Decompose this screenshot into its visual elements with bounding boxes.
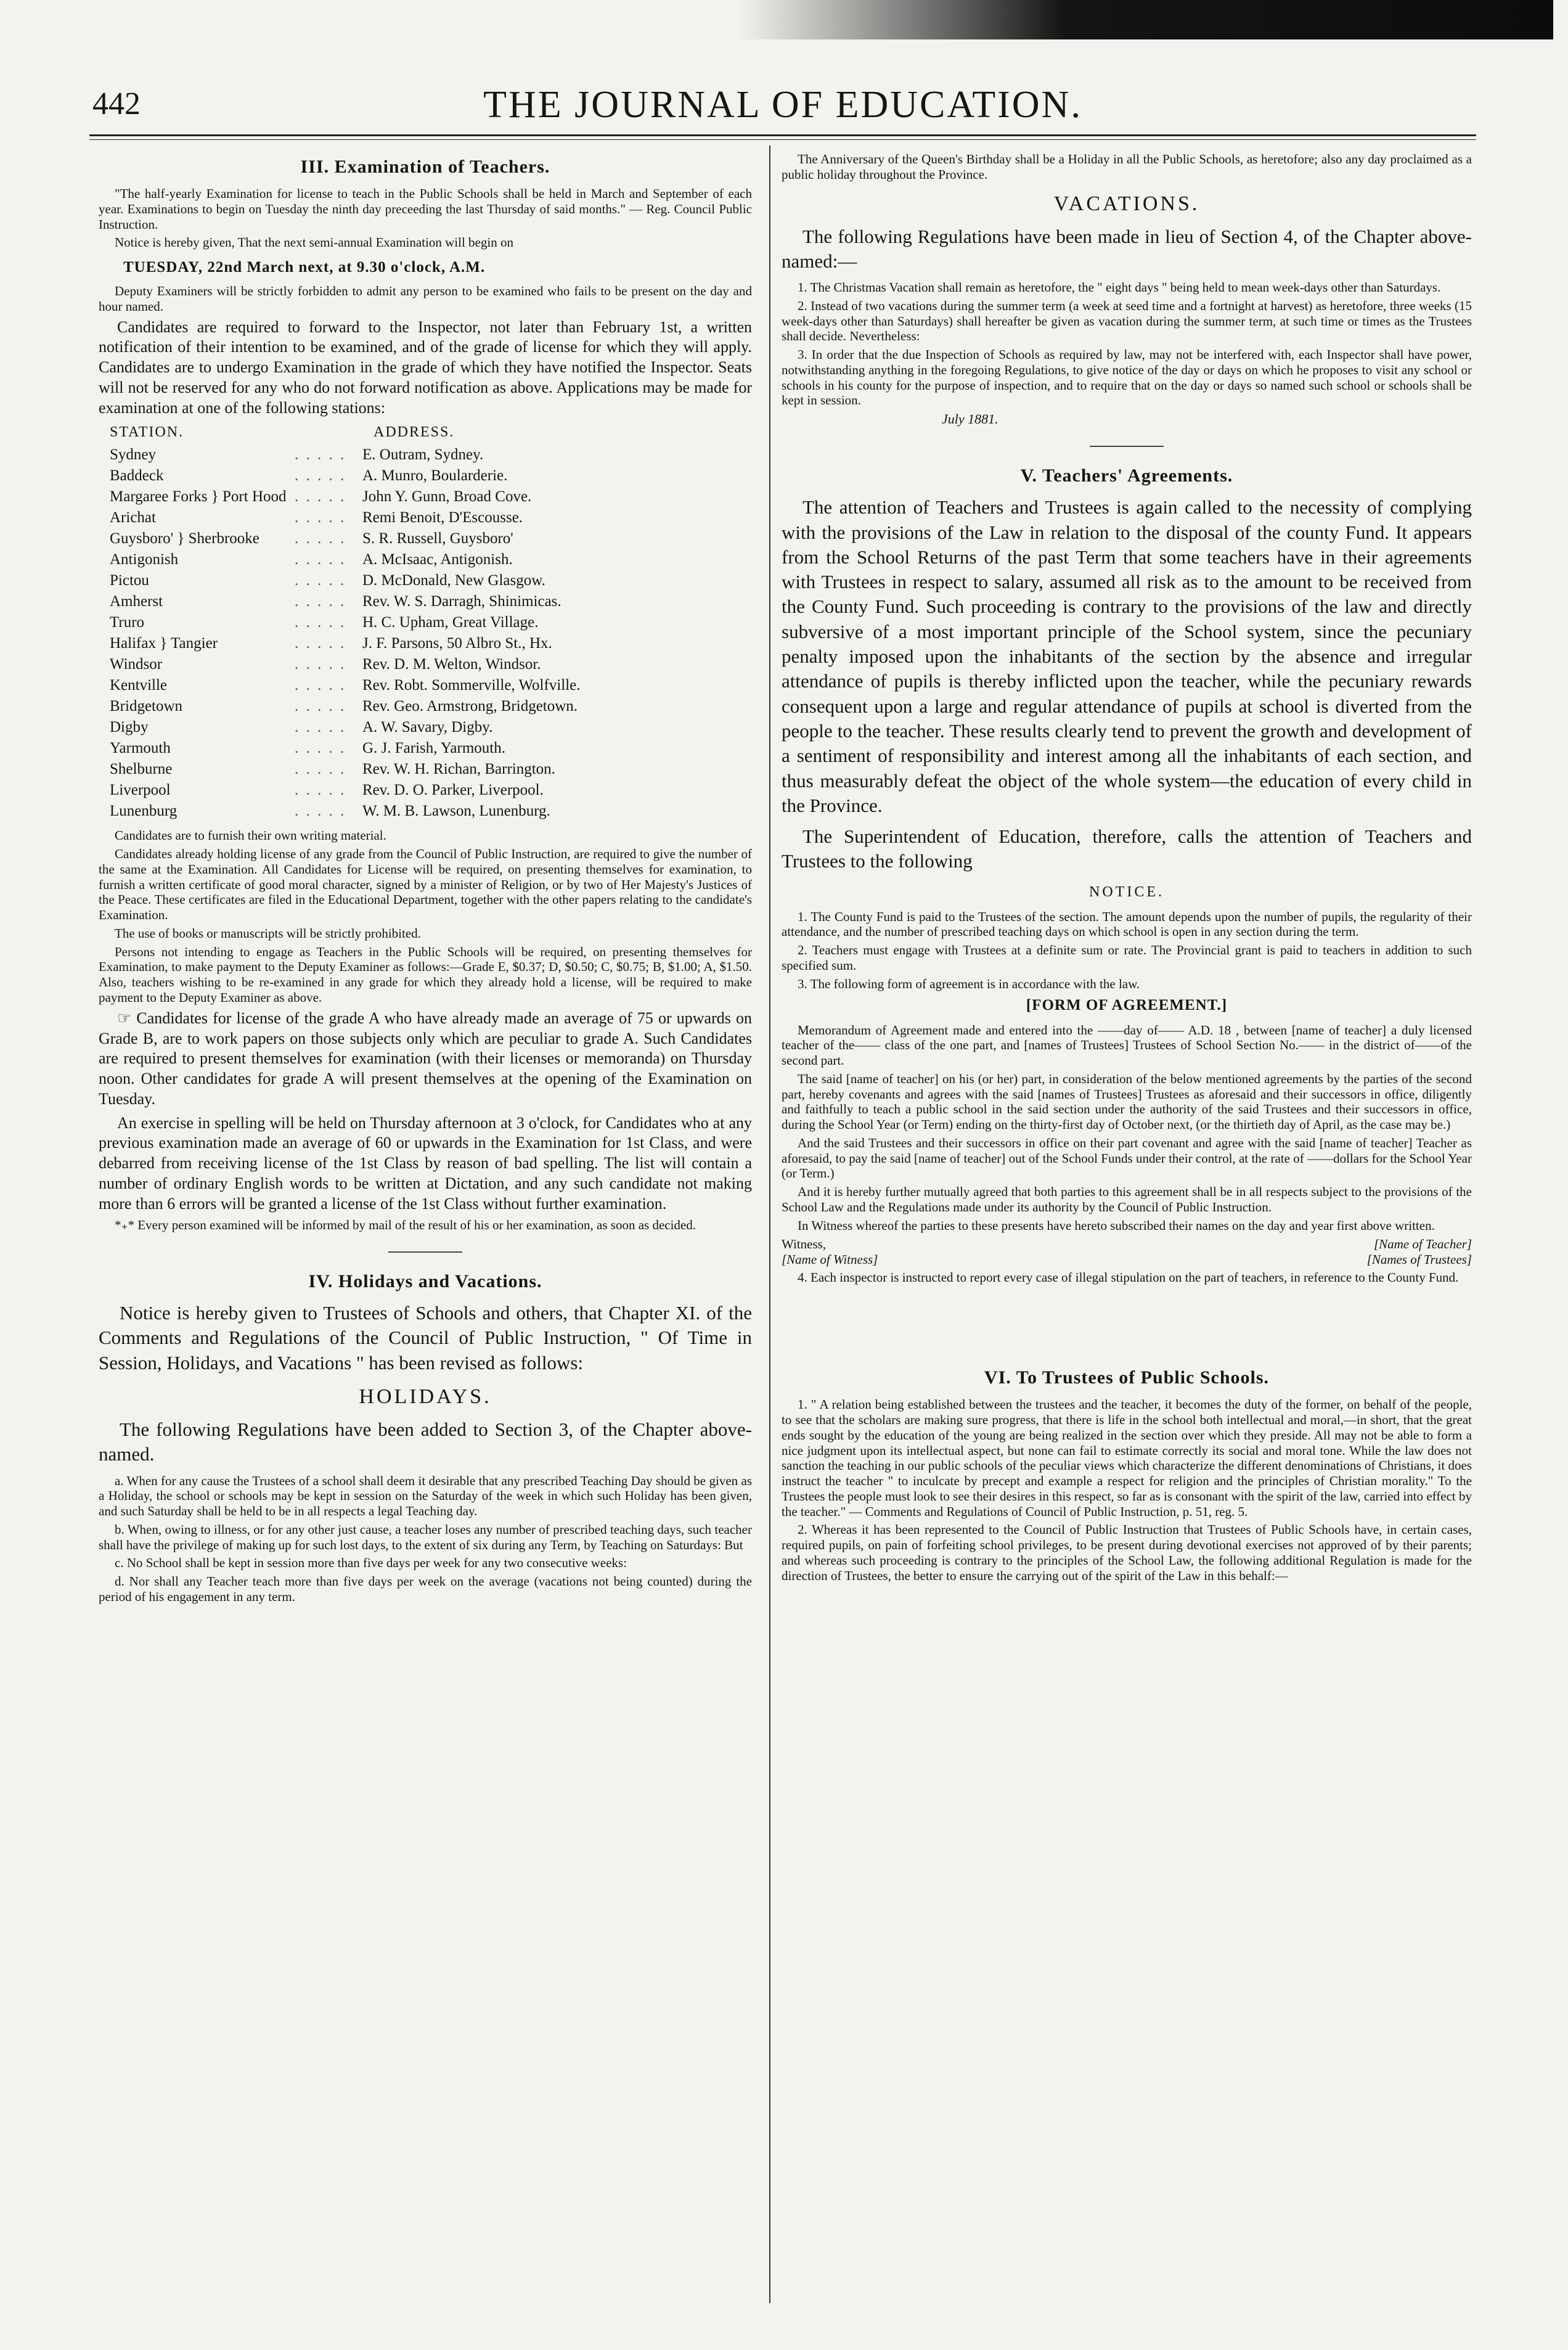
witness-name: [Name of Witness] [782,1252,878,1267]
leader-dots: . . . . . [295,782,346,799]
notice-item: 3. The following form of agreement is in accordance with the law. [798,976,1140,991]
station-address: John Y. Gunn, Broad Cove. [362,488,532,506]
station-name: Lunenburg [110,803,178,820]
table-row [99,654,752,675]
witness-signatures [782,1237,1472,1267]
station-name: Margaree Forks } Port Hood [110,488,287,506]
paragraph: *₊* Every person examined will be informed by mail of the result of his or her examination, as soon as decided. [115,1218,696,1233]
form-paragraph: And it is hereby further mutually agreed that both parties to this agreement shall be in all respects subject to the provisions of the School Law and the Regulations made under its authority by the Council of Public Instruction. [782,1184,1472,1214]
paragraph: Candidates are required to forward to the Inspector, not later than February 1st, a written notification of their intention to be examined, and of the grade of license for which they will apply. Candidates are to undergo Examination in the grade of which they have notified the Inspector. Seats will not be reserved for any who do not forward notification as above. Applications may be made for examination at one of the following stations: [99,317,752,417]
table-row [99,675,752,696]
paragraph: The following Regulations have been made in lieu of Section 4, of the Chapter above-named:— [782,225,1472,272]
paragraph: An exercise in spelling will be held on Thursday afternoon at 3 o'clock, for Candidates who at any previous examination made an average of 60 or upwards in the Examination for 1st Class, and were debarred from receiving license of the 1st Class by reason of bad spelling. The list will contain a number of ordinary English words to be written at Dictation, and any such candidate not making more than 6 errors will be granted a license of the 1st Class without further examination. [99,1113,752,1213]
table-row [99,801,752,822]
leader-dots: . . . . . [295,656,346,673]
paragraph: ☞ Candidates for license of the grade A who have already made an average of 75 or upwards on Grade B, are to work papers on those subjects only which are peculiar to grade A. Such Candidates are required to present themselves for examination (with their licenses or memoranda) on Thursday noon. Other candidates for grade A will present themselves at the opening of the Examination on Tuesday. [99,1009,752,1108]
column-divider [769,145,770,2303]
station-address: Rev. Robt. Sommerville, Wolfville. [362,677,581,694]
leader-dots: . . . . . [295,761,346,778]
table-row [99,465,752,486]
leader-dots: . . . . . [295,467,346,485]
form-paragraph: In Witness whereof the parties to these presents have hereto subscribed their names on the day and year first above written. [798,1218,1435,1233]
station-address: A. W. Savary, Digby. [362,719,493,736]
table-row [99,549,752,570]
regulation-item: d. Nor shall any Teacher teach more than five days per week on the average (vacations not being counted) during the period of his engagement in any term. [99,1574,752,1604]
table-row [99,570,752,591]
section-divider [1090,446,1164,447]
paragraph: 2. Whereas it has been represented to the Council of Public Instruction that Trustees of Public Schools have, in certain cases, required pupils, on pain of forfeiting school privileges, to be present during devotional exercises not approved of by their parents; and whereas such proceeding is contrary to the principles of the School Law, the following additional Regulation is made for the direction of Trustees, the better to ensure the carrying out of the spirit of the Law in this behalf:— [782,1522,1472,1583]
station-name: Bridgetown [110,698,183,715]
paragraph: The Superintendent of Education, therefore, calls the attention of Teachers and Trustees to the following [782,825,1472,872]
station-name: Kentville [110,677,168,694]
regulation-item: 2. Instead of two vacations during the summer term (a week at seed time and a fortnight at harvest) as heretofore, three weeks (15 week-days other than Saturdays) shall hereafter be given as vacation during the summer term, at such time or times as the Trustees shall decide. Nevertheless: [782,298,1472,344]
station-name: Sydney [110,446,156,464]
form-paragraph: The said [name of teacher] on his (or her) part, in consideration of the below mentioned agreements by the parties of the second part, hereby covenants and agrees with the said [names of Trustees] Trustees as aforesaid and their successors in office, diligently and faithfully to teach a public school in the said section under the authority of the said Trustees and their successors in office, during the School Year (or Term) ending on the thirty-first day of October next, (or the thirtieth day of April, as the case may be.) [782,1071,1472,1132]
spacer [782,1288,1472,1362]
section-divider [388,1251,462,1253]
leader-dots: . . . . . [295,509,346,526]
paragraph: Candidates are to furnish their own writing material. [115,828,386,843]
form-paragraph: Memorandum of Agreement made and entered into the ——day of—— A.D. 18 , between [name of teacher] a duly licensed teacher of the—— class of the one part, and [names of Trustees] Trustees of School Section No.—— in the district of——of the second part. [782,1022,1472,1068]
page-edge-band [740,0,1553,39]
leader-dots: . . . . . [295,740,346,757]
stations-table [99,422,752,822]
station-name: Pictou [110,572,149,589]
station-address: E. Outram, Sydney. [362,446,484,464]
paragraph: The following Regulations have been added to Section 3, of the Chapter above-named. [99,1418,752,1465]
section-heading-trustees: VI. To Trustees of Public Schools. [984,1367,1270,1388]
paragraph: Deputy Examiners will be strictly forbidden to admit any person to be examined who fails to be present on the day and hour named. [99,284,752,314]
station-name: Amherst [110,593,163,610]
signatory-block [1367,1237,1472,1267]
notice-item: 2. Teachers must engage with Trustees at a definite sum or rate. The Provincial grant is paid to teachers in addition to such specified sum. [782,943,1472,973]
notice-item: 4. Each inspector is instructed to report every case of illegal stipulation on the part of teachers, in reference to the County Fund. [798,1270,1459,1285]
table-row [99,591,752,612]
address-column-header: ADDRESS. [374,424,455,441]
table-row [99,612,752,633]
form-paragraph: And the said Trustees and their successors in office on their part covenant and agree with the said [name of teacher] Teacher as aforesaid, to pay the said [name of teacher] out of the School Funds under their control, at the rate of ——dollars for the School Year (or Term.) [782,1135,1472,1181]
paragraph: "The half-yearly Examination for license to teach in the Public Schools shall be held in March and September of each year. Examinations to begin on Tuesday the ninth day preceeding the last Thursday of said months." — Reg. Council Public Instruction. [99,186,752,232]
table-row [99,780,752,801]
table-row [99,717,752,738]
stations-header-row [99,422,752,444]
leader-dots: . . . . . [295,593,346,610]
page-number: 442 [92,86,141,121]
table-row [99,486,752,507]
left-column [99,152,752,1608]
table-row [99,507,752,528]
trustees-name: [Names of Trustees] [1366,1252,1472,1267]
station-address: Rev. W. H. Richan, Barrington. [362,761,555,778]
paragraph: Notice is hereby given to Trustees of Schools and others, that Chapter XI. of the Comments and Regulations of the Council of Public Instruction, " Of Time in Session, Holidays, and Vacations " has been revised as follows: [99,1302,752,1374]
leader-dots: . . . . . [295,488,346,506]
notice-item: 1. The County Fund is paid to the Trustees of the section. The amount depends upon the number of pupils, the regularity of their attendance, and the number of prescribed teaching days on which school is open in any section during the term. [782,909,1472,940]
paragraph: The attention of Teachers and Trustees is again called to the necessity of complying with the provisions of the Law in relation to the disposal of the county Fund. It appears from the School Returns of the past Term that some teachers have in their agreements with Trustees in respect to salary, assumed all risk as to the amount to be received from the County Fund. Such proceeding is contrary to the provisions of the law and directly subversive of a most important principle of the School system, since the pecuniary penalty imposed upon the inhabitants of the section by the absence and irregular attendance of pupils is thereby inflicted upon the teacher, while the pecuniary rewards consequent upon a large and regular attendance of pupils at school is diverted from the people to the teacher. These results clearly tend to prevent the growth and development of a sentiment of responsibility and interest among all the inhabitants of each section, and thus measurably defeat the object of the whole system—the education of every child in the Province. [782,496,1472,816]
station-name: Digby [110,719,149,736]
table-row [99,696,752,717]
leader-dots: . . . . . [295,803,346,820]
form-heading: [FORM OF AGREEMENT.] [1026,996,1228,1013]
date-signature: July 1881. [942,411,998,427]
station-name: Windsor [110,656,163,673]
paragraph: 1. " A relation being established between the trustees and the teacher, it becomes the duty of the former, on behalf of the people, to see that the scholars are making sure progress, that there is life in the school both intellectual and moral,—in short, that the great ends sought by the education of the young are being realized in the section over which they preside. All may not be able to form a nice judgment upon its intellectual aspect, but none can fail to estimate correctly its social and moral tone. While the law does not sanction the teaching in our public schools of the peculiar views which characterize the different denominations of Christians, it does instruct the teacher " to inculcate by precept and example a respect for religion and the principles of Christian morality." To the Trustees the people must look to see their desires in this respect, so far as is consonant with the spirit of the law, carried into effect by the teacher." — Comments and Regulations of Council of Public Instruction, p. 51, reg. 5. [782,1397,1472,1519]
table-row [99,528,752,549]
leader-dots: . . . . . [295,572,346,589]
paragraph: The use of books or manuscripts will be strictly prohibited. [115,925,421,941]
station-name: Truro [110,614,145,631]
leader-dots: . . . . . [295,719,346,736]
station-name: Liverpool [110,782,171,799]
station-address: Rev. Geo. Armstrong, Bridgetown. [362,698,578,715]
header-rule [89,134,1476,136]
subheading-vacations: VACATIONS. [1053,192,1200,215]
station-address: S. R. Russell, Guysboro' [362,530,513,547]
station-address: A. Munro, Boularderie. [362,467,508,485]
paragraph: Persons not intending to engage as Teachers in the Public Schools will be required, on presenting themselves for Examination, to make payment to the Deputy Examiner as follows:—Grade E, $0.37; D, $0.50; C, $0.75; B, $1.00; A, $1.50. Also, teachers wishing to be re-examined in any grade for which they already hold a license, will be required to make payment to the Deputy Examiner as above. [99,944,752,1005]
station-name: Yarmouth [110,740,171,757]
station-address: W. M. B. Lawson, Lunenburg. [362,803,550,820]
station-name: Baddeck [110,467,164,485]
station-address: Remi Benoit, D'Escousse. [362,509,523,526]
leader-dots: . . . . . [295,635,346,652]
subheading-holidays: HOLIDAYS. [359,1385,492,1408]
regulation-item: 1. The Christmas Vacation shall remain as heretofore, the " eight days " being held to mean week-days other than Saturdays. [798,280,1441,295]
section-heading-agreements: V. Teachers' Agreements. [1020,465,1233,486]
right-column [782,152,1472,1586]
regulation-item: b. When, owing to illness, or for any other just cause, a teacher loses any number of prescribed teaching days, such teacher shall have the privilege of making up for such lost days, to the extent of six during any Term, by Teaching on Saturdays: But [99,1521,752,1552]
paragraph: The Anniversary of the Queen's Birthday shall be a Holiday in all the Public Schools, as heretofore; also any day proclaimed as a public holiday throughout the Province. [782,152,1472,182]
station-address: Rev. W. S. Darragh, Shinimicas. [362,593,561,610]
station-name: Shelburne [110,761,173,778]
leader-dots: . . . . . [295,530,346,547]
regulation-item: a. When for any cause the Trustees of a school shall deem it desirable that any prescribed Teaching Day should be given as a Holiday, the school or schools may be kept in session on the Saturday of the week in which such Holiday has been given, and such Saturday shall be held to be in all respects a legal Teaching day. [99,1473,752,1519]
paragraph: Candidates already holding license of any grade from the Council of Public Instruction, are required to give the number of the same at the Examination. All Candidates for License will be required, on presenting themselves for examination, to furnish a written certificate of good moral character, signed by a minister of Religion, or by two of Her Majesty's Justices of the Peace. These certificates are filed in the Educational Department, together with the other papers relating to the candidate's Examination. [99,846,752,923]
table-row [99,738,752,759]
station-column-header: STATION. [110,424,184,441]
subheading-notice: NOTICE. [1089,883,1164,900]
section-heading-holidays: IV. Holidays and Vacations. [308,1271,542,1292]
station-address: G. J. Farish, Yarmouth. [362,740,505,757]
table-row [99,759,752,780]
witness-block [782,1237,878,1267]
regulation-item: c. No School shall be kept in session more than five days per week for any two consecutive weeks: [115,1555,627,1571]
station-name: Arichat [110,509,156,526]
page-header [80,83,1485,126]
section-heading-examination: III. Examination of Teachers. [300,157,550,177]
station-address: Rev. D. M. Welton, Windsor. [362,656,541,673]
station-name: Antigonish [110,551,179,568]
table-row [99,633,752,654]
leader-dots: . . . . . [295,446,346,464]
teacher-name: [Name of Teacher] [1373,1237,1472,1252]
leader-dots: . . . . . [295,614,346,631]
station-name: Guysboro' } Sherbrooke [110,530,259,547]
leader-dots: . . . . . [295,698,346,715]
paragraph: Notice is hereby given, That the next semi-annual Examination will begin on [115,235,513,250]
dots-header [295,422,362,444]
station-address: A. McIsaac, Antigonish. [362,551,513,568]
station-address: J. F. Parsons, 50 Albro St., Hx. [362,635,552,652]
leader-dots: . . . . . [295,551,346,568]
regulation-item: 3. In order that the due Inspection of Schools as required by law, may not be interfered with, each Inspector shall have power, notwithstanding anything in the foregoing Regulations, to give notice of the day or days on which he proposes to visit any school or schools in his county for the purpose of inspection, and to require that on the day or days so named such school or schools shall be kept in session. [782,347,1472,408]
station-name: Halifax } Tangier [110,635,218,652]
table-row [99,444,752,465]
exam-date-announcement: TUESDAY, 22nd March next, at 9.30 o'clock, A.M. [123,259,486,276]
witness-label: Witness, [782,1237,827,1252]
leader-dots: . . . . . [295,677,346,694]
station-address: Rev. D. O. Parker, Liverpool. [362,782,544,799]
station-address: H. C. Upham, Great Village. [362,614,539,631]
station-address: D. McDonald, New Glasgow. [362,572,545,589]
header-rule-thin [89,139,1476,140]
page-title: THE JOURNAL OF EDUCATION. [483,84,1082,126]
